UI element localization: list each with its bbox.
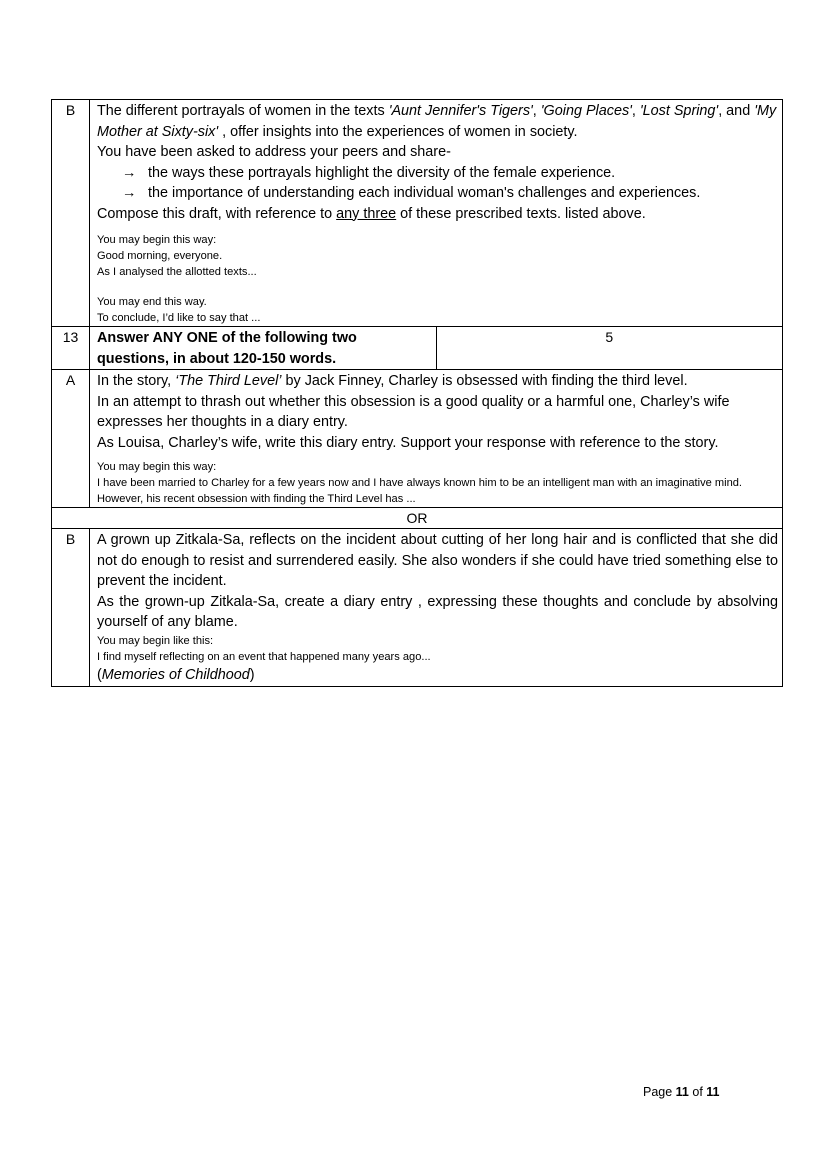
question-number: 13 (52, 327, 90, 370)
prompt-line: In an attempt to thrash out whether this obsession is a good quality or a harmful one, Charley’s wife expresses her thoughts in a diary entry. (97, 393, 730, 430)
question-body-13a (90, 370, 783, 508)
begin-line: Good morning, everyone. (97, 250, 223, 262)
prompt-paragraph: A grown up Zitkala-Sa, reflects on the incident about cutting of her long hair and is conflicted that she did not do enough to resist and surrendered easily. She also wonders if she could have tried something else to prevent the incident. (97, 532, 778, 589)
begin-line: I find myself reflecting on an event that happened many years ago... (97, 650, 431, 663)
text-title: 'Going Places' (540, 103, 632, 119)
text-title: 'My Mother at Sixty-six' (97, 103, 777, 140)
or-divider: OR (52, 508, 783, 529)
begin-label: You may begin this way: (97, 234, 217, 246)
text-title: 'Aunt Jennifer's Tigers' (388, 103, 533, 119)
page-number: Page 11 of 11 (643, 1085, 720, 1099)
or-row (52, 508, 783, 529)
bullet-item: → the importance of understanding each individual woman's challenges and experiences. (97, 183, 778, 204)
begin-label: You may begin like this: (97, 634, 214, 647)
compose-line: Compose this draft, with reference to any three of these prescribed texts. listed above. (97, 205, 646, 222)
story-line: In the story, ‘The Third Level’ by Jack Finney, Charley is obsessed with finding the third level. (97, 373, 688, 389)
text-title: ‘The Third Level’ (175, 373, 282, 389)
question-row-12b (52, 100, 783, 327)
question-intro: The different portrayals of women in the texts 'Aunt Jennifer's Tigers', 'Going Places', 'Lost Spring', and 'My Mother at Sixty-six' , offer insights into the experiences of women in society. (97, 103, 777, 140)
end-line: To conclude, I’d like to say that ... (97, 312, 261, 324)
text-title: 'Lost Spring' (639, 103, 719, 119)
question-label-13b: B (52, 529, 90, 687)
task-paragraph: As the grown-up Zitkala-Sa, create a diary entry , expressing these thoughts and conclude by absolving yourself of any blame. (97, 593, 778, 630)
question-body-12b (90, 100, 783, 327)
address-line: You have been asked to address your peers and share- (97, 144, 451, 160)
source-reference: (Memories of Childhood) (97, 666, 255, 683)
arrow-right-icon: → (122, 185, 137, 201)
task-line: As Louisa, Charley’s wife, write this diary entry. Support your response with reference to the story. (97, 434, 719, 451)
question-body-13b (90, 529, 783, 687)
begin-label: You may begin this way: (97, 461, 217, 473)
begin-line: As I analysed the allotted texts... (97, 266, 257, 278)
bullet-item: → the ways these portrayals highlight the diversity of the female experience. (97, 163, 778, 184)
question-row-13b (52, 529, 783, 687)
begin-line: I have been married to Charley for a few years now and I have always known him to be an intelligent man with an imaginative mind. However, his recent obsession with finding the Third Level has ... (97, 477, 743, 505)
question-row-13 (52, 327, 783, 370)
arrow-right-icon: → (122, 164, 137, 181)
end-label: You may end this way. (97, 296, 207, 308)
question-row-13a (52, 370, 783, 508)
question-table (51, 99, 783, 687)
question-marks: 5 (436, 327, 783, 370)
question-label-12b: B (52, 100, 90, 327)
question-instruction: Answer ANY ONE of the following two questions, in about 120-150 words. (90, 327, 437, 370)
question-label-13a: A (52, 370, 90, 508)
